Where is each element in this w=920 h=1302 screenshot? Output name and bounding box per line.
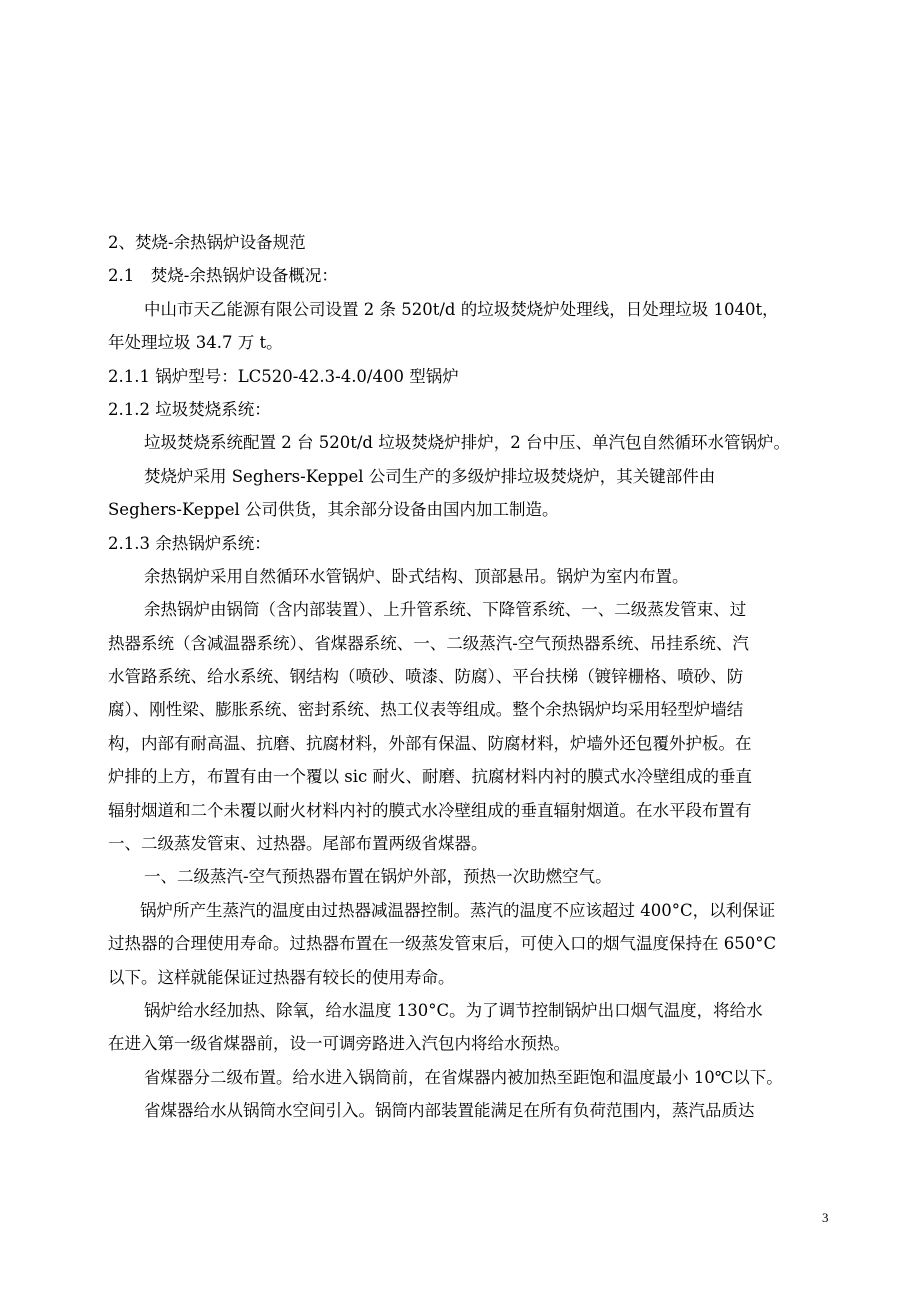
- paragraph-line: 垃圾焚烧系统配置 2 台 520t/d 垃圾焚烧炉排炉，2 台中压、单汽包自然循环水管锅炉。: [144, 433, 790, 453]
- subsection-heading: 2.1.2 垃圾焚烧系统：: [108, 399, 271, 419]
- paragraph-line: 余热锅炉由锅筒（含内部装置）、上升管系统、下降管系统、一、二级蒸发管束、过: [144, 600, 747, 620]
- paragraph-line: 热器系统（含减温器系统）、省煤器系统、一、二级蒸汽-空气预热器系统、吊挂系统、汽: [108, 633, 749, 653]
- paragraph-line: 腐）、刚性梁、膨胀系统、密封系统、热工仪表等组成。整个余热锅炉均采用轻型炉墙结: [108, 700, 744, 720]
- subsection-heading: 2.1 焚烧-余热锅炉设备概况：: [108, 266, 338, 286]
- paragraph-line: 过热器的合理使用寿命。过热器布置在一级蒸发管束后，可使入口的烟气温度保持在 650°C: [108, 934, 777, 954]
- document-body: [108, 226, 834, 1128]
- paragraph-line: 余热锅炉采用自然循环水管锅炉、卧式结构、顶部悬吊。锅炉为室内布置。: [144, 566, 689, 586]
- paragraph-line: 一、二级蒸发管束、过热器。尾部布置两级省煤器。: [108, 834, 488, 854]
- subsection-heading: 2.1.1 锅炉型号：LC520-42.3-4.0/400 型锅炉: [108, 366, 459, 386]
- paragraph-line: 省煤器分二级布置。给水进入锅筒前，在省煤器内被加热至距饱和温度最小 10℃以下。: [144, 1067, 783, 1087]
- paragraph-line: 省煤器给水从锅筒水空间引入。锅筒内部装置能满足在所有负荷范围内，蒸汽品质达: [144, 1101, 755, 1121]
- page-number: 3: [822, 1210, 829, 1225]
- paragraph-line: 炉排的上方，布置有由一个覆以 sic 耐火、耐磨、抗腐材料内衬的膜式水冷壁组成的垂直: [108, 767, 752, 787]
- paragraph-line: 水管路系统、给水系统、钢结构（喷砂、喷漆、防腐）、平台扶梯（镀锌栅格、喷砂、防: [108, 667, 744, 687]
- paragraph-line: 构，内部有耐高温、抗磨、抗腐材料，外部有保温、防腐材料，炉墙外还包覆外护板。在: [108, 733, 752, 753]
- section-heading: 2、焚烧-余热锅炉设备规范: [108, 233, 306, 252]
- paragraph-line: 在进入第一级省煤器前，设一可调旁路进入汽包内将给水预热。: [108, 1034, 570, 1054]
- paragraph-line: 以下。这样就能保证过热器有较长的使用寿命。: [108, 967, 455, 987]
- paragraph-line: 锅炉给水经加热、除氧，给水温度 130°C。为了调节控制锅炉出口烟气温度，将给水: [144, 1000, 763, 1020]
- paragraph-line: 焚烧炉采用 Seghers-Keppel 公司生产的多级炉排垃圾焚烧炉，其关键部件由: [144, 466, 716, 486]
- subsection-heading: 2.1.3 余热锅炉系统：: [108, 533, 271, 553]
- paragraph-line: 一、二级蒸汽-空气预热器布置在锅炉外部，预热一次助燃空气。: [144, 867, 612, 887]
- paragraph-line: Seghers-Keppel 公司供货，其余部分设备由国内加工制造。: [108, 500, 559, 520]
- paragraph-line: 中山市天乙能源有限公司设置 2 条 520t/d 的垃圾焚烧炉处理线，日处理垃圾 1040t，: [144, 299, 779, 319]
- paragraph-line: 辐射烟道和二个未覆以耐火材料内衬的膜式水冷壁组成的垂直辐射烟道。在水平段布置有: [108, 800, 752, 820]
- paragraph-line: 锅炉所产生蒸汽的温度由过热器减温器控制。蒸汽的温度不应该超过 400°C，以利保证: [140, 900, 776, 920]
- paragraph-line: 年处理垃圾 34.7 万 t。: [108, 333, 283, 353]
